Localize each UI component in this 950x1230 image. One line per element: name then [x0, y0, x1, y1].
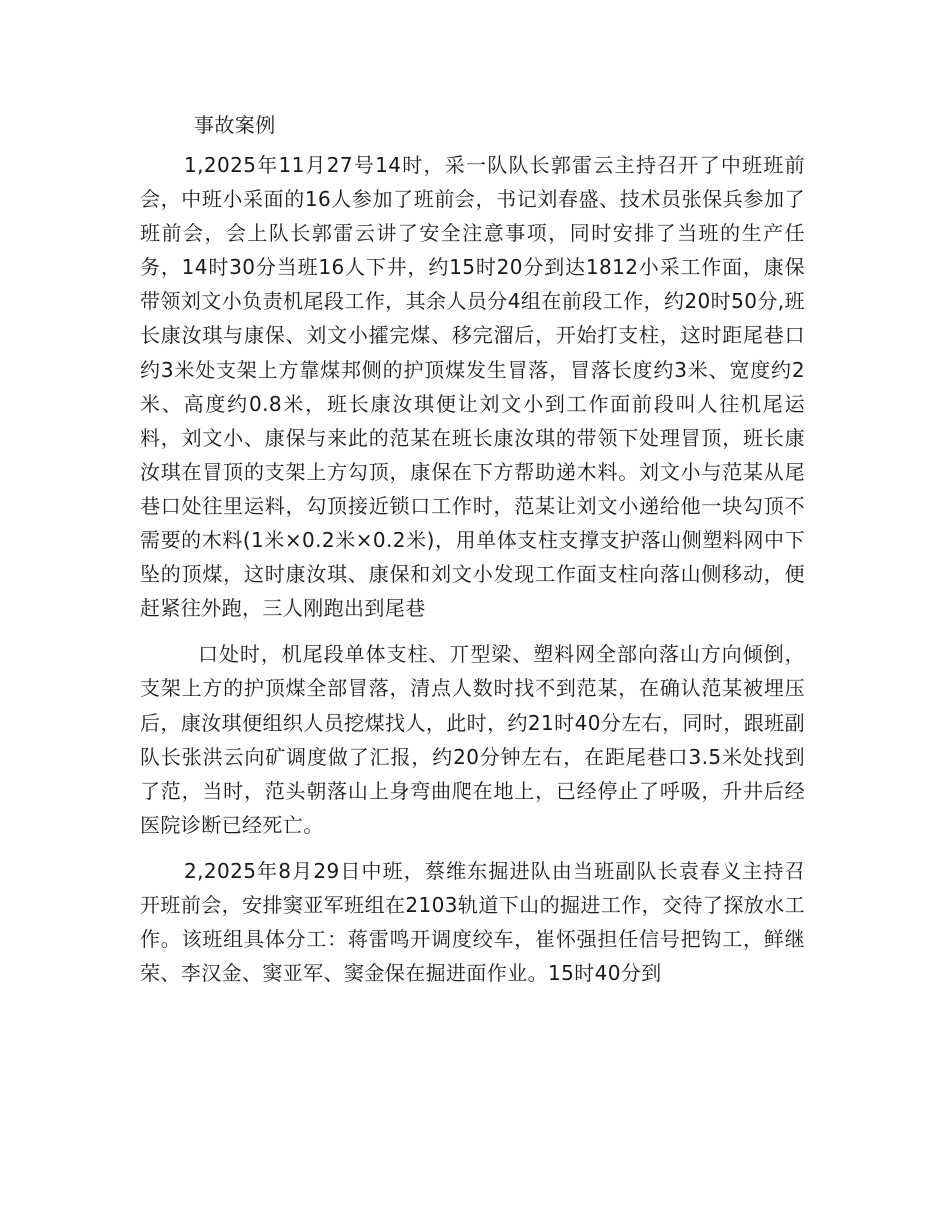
paragraph-case-2: 2,2025年8月29日中班，蔡维东掘进队由当班副队长袁春义主持召开班前会，安排窦亚军班组在2103轨道下山的掘进工作，交待了探放水工作。该班组具体分工：蒋雷鸣开调度绞车，崔怀强担任信号把钩工，鲜继荣、李汉金、窦亚军、窦金保在掘进面作业。15时40分到 [140, 858, 805, 986]
paragraph-case-1: 1,2025年11月27号14时，采一队队长郭雷云主持召开了中班班前会，中班小采面的16人参加了班前会，书记刘春盛、技术员张保兵参加了班前会，会上队长郭雷云讲了安全注意事项，同时安排了当班的生产任务，14时30分当班16人下井，约15时20分到达1812小采工作面，康保带领刘文小负责机尾段工作，其余人员分4组在前段工作，约20时50分,班长康汝琪与康保、刘文小攉完煤、移完溜后，开始打支柱，这时距尾巷口约3米处支架上方靠煤邦侧的护顶煤发生冒落，冒落长度约3米、宽度约2米、高度约0.8米，班长康汝琪便让刘文小到工作面前段叫人往机尾运料，刘文小、康保与来此的范某在班长康汝琪的带领下处理冒顶，班长康汝琪在冒顶的支架上方勾顶，康保在下方帮助递木料。刘文小与范某从尾巷口处往里运料，勾顶接近锁口工作时，范某让刘文小递给他一块勾顶不需要的木料(1米×0.2米×0.2米)，用单体支柱支撑支护落山侧塑料网中下坠的顶煤，这时康汝琪、康保和刘文小发现工作面支柱向落山侧移动，便赶紧往外跑，三人刚跑出到尾巷 [140, 153, 805, 621]
document-title: 事故案例 [194, 113, 276, 137]
paragraph-case-1-continued: 口处时，机尾段单体支柱、丌型梁、塑料网全部向落山方向倾倒，支架上方的护顶煤全部冒落，清点人数时找不到范某，在确认范某被埋压后，康汝琪便组织人员挖煤找人，此时，约21时40分左右，同时，跟班副队长张洪云向矿调度做了汇报，约20分钟左右，在距尾巷口3.5米处找到了范，当时，范头朝落山上身弯曲爬在地上，已经停止了呼吸，升井后经医院诊断已经死亡。 [140, 642, 805, 837]
document-body [140, 108, 805, 990]
